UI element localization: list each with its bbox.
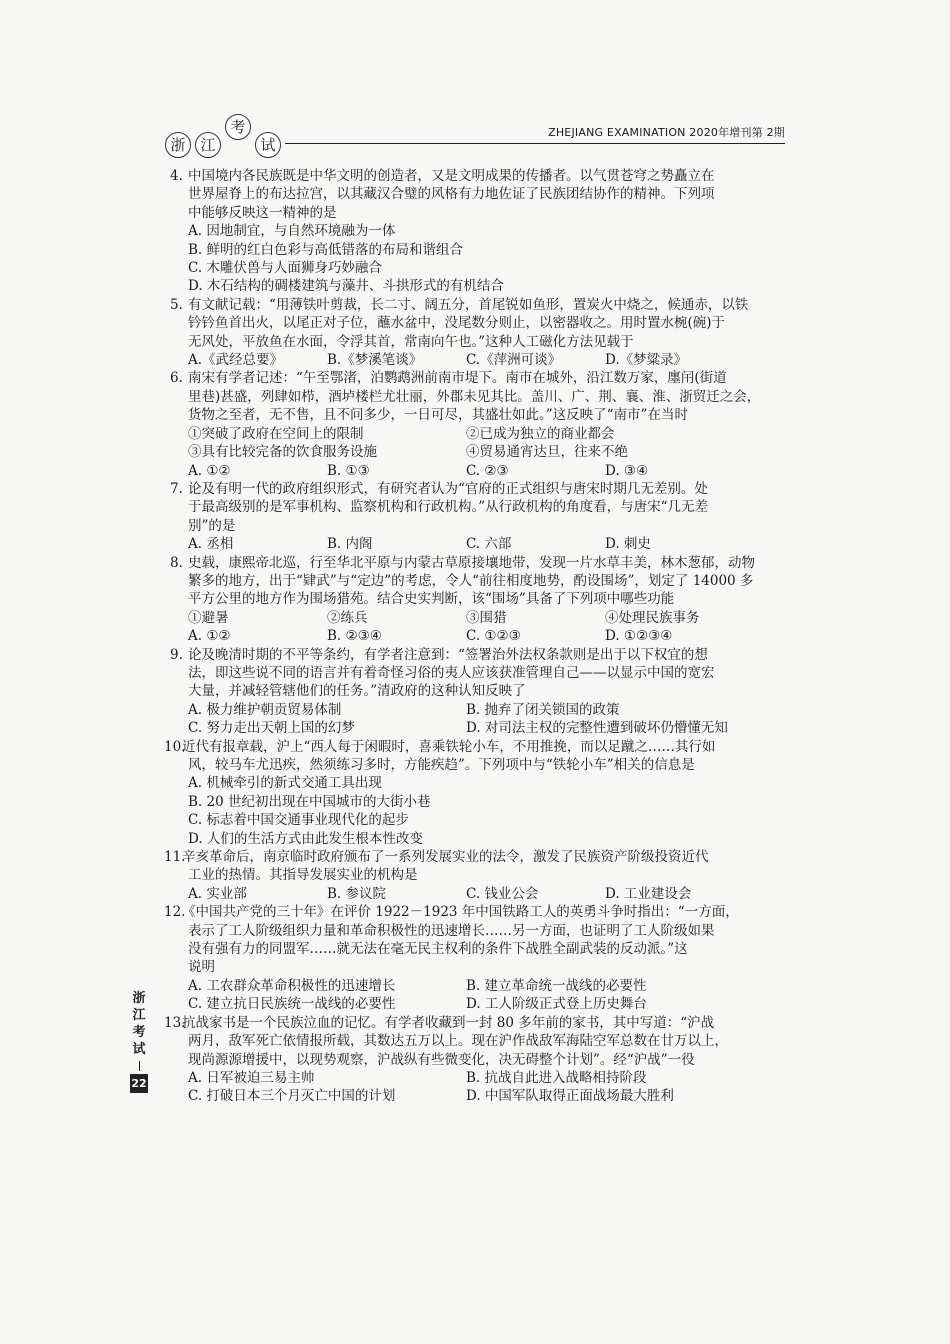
- question-stem-text: 《中国共产党的三十年》在评价 1922－1923 年中国铁路工人的英勇斗争时指出：“一方面，: [182, 904, 739, 921]
- question-stem-text: 近代有报章载，沪上“西人每于闲暇时，喜乘铁轮小车，不用推挽，而以足蹴之……其行如: [182, 738, 716, 755]
- option-row: [170, 462, 790, 480]
- question-number: 10.: [164, 738, 186, 755]
- option-row: [170, 351, 790, 369]
- question-stem-line: [170, 940, 790, 958]
- question-stem-text: 里巷)甚盛，列肆如栉，酒垆楼栏尤壮丽，外郡未见其比。盖川、广、荆、襄、淮、浙贸迁之会，: [188, 388, 761, 405]
- side-journal-tab: [128, 990, 150, 1093]
- question-stem-text: 中能够反映这一精神的是: [188, 204, 337, 221]
- question-stem-text: 钤钤鱼首出火，以尾正对子位，蘸水盆中，没尾数分则止，以密器收之。用时置水椀(碗)于: [188, 315, 726, 332]
- answer-option: B. 抛弃了闭关锁国的政策: [466, 701, 620, 718]
- option-row: [170, 277, 790, 295]
- answer-option: A. 实业部: [188, 885, 247, 902]
- question-stem-line: [170, 406, 790, 424]
- question-item: [164, 903, 790, 1013]
- answer-option: D. 工人阶级正式登上历史舞台: [466, 996, 647, 1013]
- question-stem-line: [170, 664, 790, 682]
- question-stem-text: 现尚源源增援中，以现势观察，沪战纵有些微变化，决无碍整个计划”。经“沪战”一役: [188, 1051, 695, 1068]
- answer-option: B. ②③④: [327, 628, 382, 645]
- answer-option: A.《武经总要》: [188, 352, 284, 369]
- question-list: [164, 167, 790, 1106]
- answer-option: D. 中国军队取得正面战场最大胜利: [466, 1088, 674, 1105]
- journal-logo: [165, 112, 290, 158]
- question-stem-line: [170, 958, 790, 976]
- side-char: 浙: [132, 991, 146, 1006]
- side-divider: [139, 1061, 140, 1071]
- question-stem-line: [170, 333, 790, 351]
- option-row: [170, 719, 790, 737]
- question-stem-text: 抗战家书是一个民族泣血的记忆。有学者收藏到一封 80 多年前的家书，其中写道：“沪战: [182, 1014, 715, 1031]
- question-number: 5.: [170, 296, 183, 313]
- answer-option: ①突破了政府在空间上的限制: [188, 425, 364, 442]
- answer-option: C. 六部: [466, 536, 512, 553]
- question-stem-line: [170, 369, 790, 387]
- answer-option: D. ①②③④: [605, 628, 673, 645]
- answer-option: A. 因地制宜，与自然环境融为一体: [188, 223, 396, 240]
- question-stem-line: [164, 903, 790, 921]
- answer-option: B. ①③: [327, 462, 370, 479]
- question-stem-text: 世界屋脊上的布达拉宫，以其藏汉合璧的风格有力地佐证了民族团结协作的精神。下列项: [188, 186, 715, 203]
- question-stem-text: 南宋有学者记述：“午至鄂渚，泊鹦鹉洲前南市堤下。南市在城外，沿江数万家，廛闬(街道: [188, 370, 727, 387]
- question-stem-line: [170, 388, 790, 406]
- question-stem-text: 辛亥革命后，南京临时政府颁布了一系列发展实业的法令，激发了民族资产阶级投资近代: [182, 849, 709, 866]
- answer-option: A. ①②: [188, 628, 231, 645]
- question-stem-line: [170, 296, 790, 314]
- question-stem-text: 大量，并减轻管辖他们的任务。”清政府的这种认知反映了: [188, 683, 526, 700]
- answer-option: C. 打破日本三个月灭亡中国的计划: [188, 1088, 396, 1105]
- option-row: [170, 535, 790, 553]
- question-item: [164, 1014, 790, 1106]
- question-number: 9.: [170, 646, 183, 663]
- header-rule: [285, 143, 785, 144]
- answer-option: B. 20 世纪初出现在中国城市的大街小巷: [188, 793, 431, 810]
- question-stem-text: 别”的是: [188, 517, 236, 534]
- answer-option: B. 建立革命统一战线的必要性: [466, 977, 647, 994]
- answer-option: ③围猎: [466, 609, 507, 626]
- question-stem-line: [170, 1051, 790, 1069]
- answer-option: B.《梦溪笔谈》: [327, 352, 423, 369]
- side-char: 江: [132, 1008, 146, 1023]
- answer-option: D. 木石结构的碉楼建筑与藻井、斗拱形式的有机结合: [188, 278, 504, 295]
- option-row: [170, 443, 790, 461]
- question-stem-line: [170, 1032, 790, 1050]
- question-number: 12.: [164, 904, 186, 921]
- question-stem-text: 于最高级别的是军事机构、监察机构和行政机构。”从行政机构的角度看，与唐宋“几无差: [188, 499, 709, 516]
- question-item: [170, 369, 790, 479]
- question-stem-text: 风，较马车尤迅疾，然须练习多时，方能疾趋”。下列项中与“铁轮小车”相关的信息是: [188, 757, 695, 773]
- question-stem-line: [164, 1014, 790, 1032]
- question-item: [164, 848, 790, 903]
- answer-option: D. ③④: [605, 462, 649, 479]
- question-item: [164, 738, 790, 848]
- logo-char: 浙: [165, 132, 191, 158]
- answer-option: C. 建立抗日民族统一战线的必要性: [188, 996, 396, 1013]
- option-row: [170, 793, 790, 811]
- answer-option: B. 抗战自此进入战略相持阶段: [466, 1069, 647, 1086]
- question-stem-text: 史载，康熙帝北巡，行至华北平原与内蒙古草原接壤地带，发现一片水草丰美，林木葱郁，动物: [188, 554, 755, 571]
- answer-option: C. 标志着中国交通事业现代化的起步: [188, 812, 409, 829]
- question-stem-text: 平方公里的地方作为围场猎苑。结合史实判断，该“围场”具备了下列项中哪些功能: [188, 591, 675, 608]
- answer-option: B. 参议院: [327, 885, 387, 902]
- answer-option: D. 对司法主权的完整性遭到破坏仍懵懂无知: [466, 720, 728, 737]
- answer-option: ④贸易通宵达旦，往来不绝: [466, 444, 628, 461]
- option-row: [170, 1069, 790, 1087]
- answer-option: C. ②③: [466, 462, 509, 479]
- question-stem-text: 中国境内各民族既是中华文明的创造者，又是文明成果的传播者。以气贯苍穹之势矗立在: [188, 168, 715, 184]
- question-stem-line: [170, 590, 790, 608]
- option-row: [170, 701, 790, 719]
- answer-option: D.《梦粱录》: [605, 352, 688, 369]
- question-stem-line: [170, 646, 790, 664]
- page-number: 22: [130, 1074, 148, 1093]
- question-stem-text: 说明: [188, 959, 215, 976]
- answer-option: D. 刺史: [605, 536, 651, 553]
- question-stem-text: 工业的热情。其指导发展实业的机构是: [188, 867, 418, 884]
- answer-option: A. 工农群众革命积极性的迅速增长: [188, 977, 396, 994]
- question-number: 4.: [170, 168, 183, 184]
- answer-option: D. 人们的生活方式由此发生根本性改变: [188, 830, 423, 847]
- answer-option: ④处理民族事务: [605, 609, 700, 626]
- answer-option: C.《萍洲可谈》: [466, 352, 562, 369]
- question-stem-line: [170, 572, 790, 590]
- logo-char: 考: [225, 114, 251, 140]
- question-number: 13.: [164, 1014, 186, 1031]
- answer-option: A. 丞相: [188, 536, 234, 553]
- question-item: [170, 646, 790, 738]
- side-char: 试: [132, 1042, 146, 1057]
- question-stem-line: [170, 204, 790, 222]
- question-item: [170, 480, 790, 554]
- option-row: [170, 811, 790, 829]
- answer-option: C. 木雕伏兽与人面狮身巧妙融合: [188, 260, 382, 277]
- answer-option: C. 钱业公会: [466, 885, 539, 902]
- answer-option: B. 内阁: [327, 536, 373, 553]
- question-stem-text: 没有强有力的同盟军……就无法在毫无民主权利的条件下战胜全副武装的反动派。”这: [188, 941, 688, 958]
- question-stem-text: 论及有明一代的政府组织形式，有研究者认为“官府的正式组织与唐宋时期几无差别。处: [188, 480, 708, 497]
- question-stem-line: [164, 848, 790, 866]
- option-row: [170, 830, 790, 848]
- answer-option: A. 机械牵引的新式交通工具出现: [188, 775, 382, 792]
- answer-option: A. ①②: [188, 462, 231, 479]
- question-item: [170, 554, 790, 646]
- question-stem-line: [170, 922, 790, 940]
- question-item: [170, 167, 790, 296]
- question-stem-line: [170, 517, 790, 535]
- answer-option: D. 工业建设会: [605, 885, 692, 902]
- side-char: 考: [132, 1025, 146, 1040]
- option-row: [170, 627, 790, 645]
- question-stem-line: [170, 866, 790, 884]
- running-title: ZHEJIANG EXAMINATION 2020年增刊第 2期: [548, 126, 785, 139]
- option-row: [170, 977, 790, 995]
- answer-option: C. 努力走出天朝上国的幻梦: [188, 720, 355, 737]
- option-row: [170, 774, 790, 792]
- question-number: 7.: [170, 480, 183, 497]
- logo-char: 试: [255, 132, 281, 158]
- option-row: [170, 425, 790, 443]
- question-stem-line: [170, 314, 790, 332]
- question-stem-line: [170, 554, 790, 572]
- question-number: 8.: [170, 554, 183, 571]
- question-stem-text: 表示了工人阶级组织力量和革命积极性的迅速增长……另一方面，也证明了工人阶级如果: [188, 922, 715, 939]
- question-stem-text: 货物之至者，无不售，且不问多少，一日可尽，其盛壮如此。”这反映了“南市”在当时: [188, 407, 688, 424]
- question-number: 11.: [164, 849, 186, 866]
- question-number: 6.: [170, 370, 183, 387]
- answer-option: A. 极力维护朝贡贸易体制: [188, 701, 342, 718]
- option-row: [170, 609, 790, 627]
- option-row: [170, 995, 790, 1013]
- option-row: [170, 241, 790, 259]
- question-stem-line: [164, 738, 790, 756]
- question-stem-text: 论及晚清时期的不平等条约，有学者注意到：“签署治外法权条款则是出于以下权宜的想: [188, 646, 708, 663]
- option-row: [170, 885, 790, 903]
- question-stem-line: [170, 185, 790, 203]
- option-row: [170, 1087, 790, 1105]
- question-stem-text: 无风处，平放鱼在水面，令浮其首，常南向午也。”这种人工磁化方法见载于: [188, 333, 634, 350]
- question-stem-text: 有文献记载：“用薄铁叶剪裁，长二寸、阔五分，首尾锐如鱼形，置炭火中烧之，候通赤，以铁: [188, 296, 749, 313]
- question-stem-text: 两月，敌军死亡依情报所载，其数达五万以上。现在沪作战敌军海陆空军总数在廿万以上，: [188, 1033, 728, 1050]
- question-stem-text: 繁多的地方，出于“肄武”与“定边”的考虑，令人“前往相度地势，酌设围场”，划定了 14000 多: [188, 572, 754, 589]
- answer-option: A. 日军被迫三易主帅: [188, 1069, 315, 1086]
- question-stem-line: [170, 498, 790, 516]
- answer-option: B. 鲜明的红白色彩与高低错落的布局和谐组合: [188, 241, 464, 258]
- question-stem-line: [170, 167, 790, 185]
- answer-option: C. ①②③: [466, 628, 521, 645]
- question-stem-line: [170, 480, 790, 498]
- option-row: [170, 259, 790, 277]
- logo-char: 江: [195, 132, 221, 158]
- answer-option: ①避暑: [188, 609, 229, 626]
- question-item: [170, 296, 790, 370]
- question-stem-line: [170, 756, 790, 774]
- answer-option: ③具有比较完备的饮食服务设施: [188, 444, 377, 461]
- question-stem-text: 法，即这些说不同的语言并有着奇怪习俗的夷人应该获准管理自己——以显示中国的宽宏: [188, 664, 715, 681]
- answer-option: ②已成为独立的商业都会: [466, 425, 615, 442]
- option-row: [170, 222, 790, 240]
- answer-option: ②练兵: [327, 609, 368, 626]
- question-stem-line: [170, 682, 790, 700]
